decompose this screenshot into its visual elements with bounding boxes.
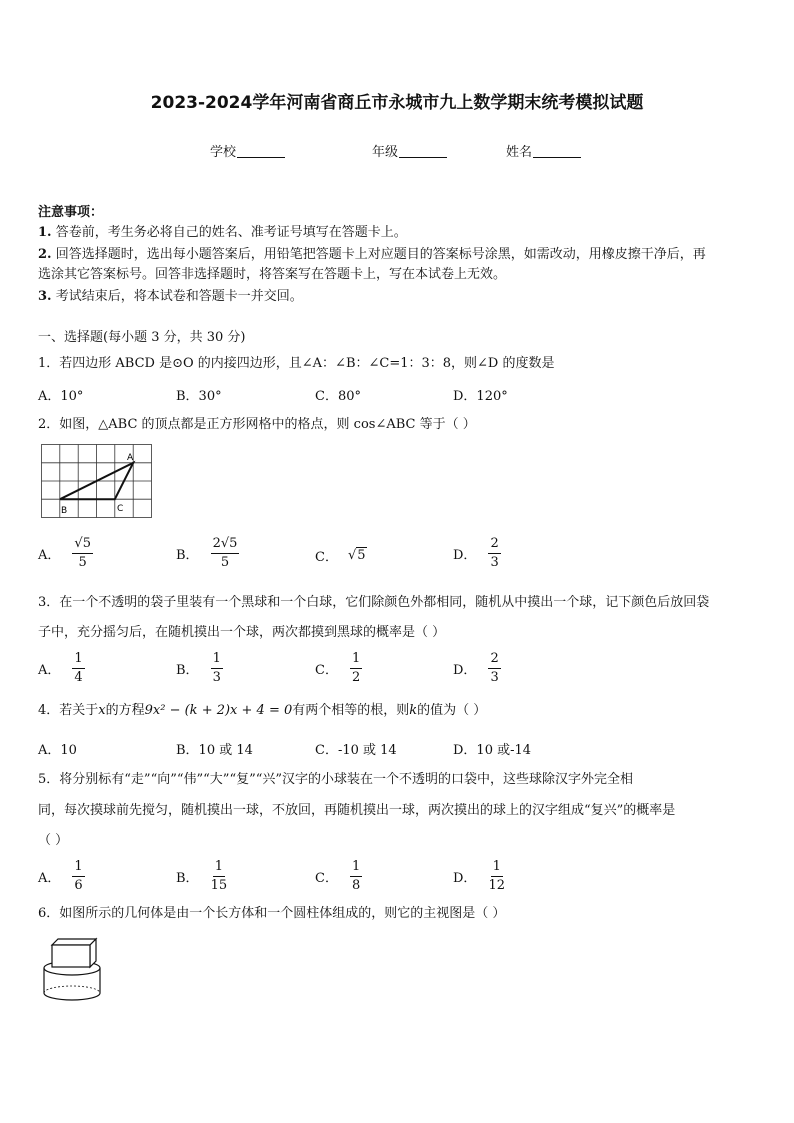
equation: 9x² − (k + 2)x + 4 = 0	[144, 703, 293, 718]
q2-option-c[interactable]: C． √5	[315, 548, 366, 565]
notice-item-2: 2. 回答选择题时，选出每小题答案后，用铅笔把答题卡上对应题目的答案标号涂黑，如需改动，用橡皮擦干净后，再	[38, 247, 706, 262]
notice-item-1: 1. 答卷前，考生务必将自己的姓名、准考证号填写在答题卡上。	[38, 225, 407, 240]
vertex-label-c: C	[117, 504, 124, 514]
q5-option-d[interactable]: D． $\frac{1}{12}$	[453, 859, 505, 893]
fraction: $\frac{2√5}{5}$	[212, 536, 238, 570]
question-1-stem: 1．若四边形 ABCD 是⊙O 的内接四边形，且∠A：∠B：∠C=1：3：8，则∠D 的度数是	[38, 356, 555, 371]
section-title: 一、选择题(每小题 3 分，共 30 分)	[38, 330, 246, 345]
vertex-label-a: A	[127, 453, 134, 463]
fraction: $\frac{2}{3}$	[490, 536, 499, 570]
q2-option-a[interactable]: A． $\frac{√5}{5}$	[38, 536, 91, 570]
q2-grid-figure	[40, 443, 154, 521]
q6-solid-figure	[38, 933, 108, 1005]
fraction: $\frac{1}{4}$	[74, 651, 83, 685]
question-5-stem-line-3: （ ）	[38, 833, 69, 848]
fraction: $\frac{1}{12}$	[488, 859, 505, 893]
fraction: $\frac{1}{2}$	[351, 651, 361, 685]
q2-option-d[interactable]: D． $\frac{2}{3}$	[453, 536, 499, 570]
vertex-label-b: B	[61, 506, 68, 516]
fraction: $\frac{1}{3}$	[212, 651, 221, 685]
grade-blank[interactable]	[399, 145, 447, 158]
q1-option-b[interactable]: B．30°	[176, 389, 222, 404]
cuboid-shape	[52, 939, 96, 967]
grade-field: 年级	[372, 141, 447, 160]
fraction: $\frac{1}{8}$	[351, 859, 361, 893]
name-field: 姓名	[506, 141, 581, 160]
q4-option-b[interactable]: B．10 或 14	[176, 743, 253, 758]
school-blank[interactable]	[237, 145, 285, 158]
name-blank[interactable]	[533, 145, 581, 158]
q5-option-c[interactable]: C． $\frac{1}{8}$	[315, 859, 361, 893]
question-5-stem-line-1: 5．将分别标有“走”“向”“伟”“大”“复”“兴”汉字的小球装在一个不透明的口袋中，这些球除汉字外完全相	[38, 772, 634, 787]
q4-option-a[interactable]: A．10	[38, 743, 77, 758]
fraction: $\frac{2}{3}$	[490, 651, 499, 685]
notice-heading: 注意事项：	[38, 205, 104, 220]
q5-option-a[interactable]: A． $\frac{1}{6}$	[38, 859, 83, 893]
exam-title: 2023-2024学年河南省商丘市永城市九上数学期末统考模拟试题	[150, 93, 644, 113]
question-4-stem: 4．若关于x的方程9x² − (k + 2)x + 4 = 0有两个相等的根，则k的值为（ ）	[38, 703, 487, 718]
question-2-stem: 2．如图，△ABC 的顶点都是正方形网格中的格点，则 cos∠ABC 等于（ ）	[38, 417, 476, 432]
q3-option-c[interactable]: C． $\frac{1}{2}$	[315, 651, 361, 685]
q3-option-a[interactable]: A． $\frac{1}{4}$	[38, 651, 83, 685]
q3-option-d[interactable]: D． $\frac{2}{3}$	[453, 651, 499, 685]
question-3-stem-line-1: 3．在一个不透明的袋子里装有一个黑球和一个白球，它们除颜色外都相同，随机从中摸出一个球，记下颜色后放回袋	[38, 595, 710, 610]
notice-item-3: 3. 考试结束后，将本试卷和答题卡一并交回。	[38, 289, 303, 304]
q4-option-c[interactable]: C．-10 或 14	[315, 743, 397, 758]
q1-option-c[interactable]: C．80°	[315, 389, 361, 404]
q2-option-b[interactable]: B． $\frac{2√5}{5}$	[176, 536, 238, 570]
fraction: $\frac{1}{15}$	[210, 859, 228, 893]
fraction: $\frac{1}{6}$	[74, 859, 83, 893]
q3-option-b[interactable]: B． $\frac{1}{3}$	[176, 651, 221, 685]
q1-option-a[interactable]: A．10°	[38, 389, 84, 404]
notice-item-2-cont: 选涂其它答案标号。回答非选择题时，将答案写在答题卡上，写在本试卷上无效。	[38, 267, 507, 282]
question-3-stem-line-2: 子中，充分摇匀后，在随机摸出一个球，两次都摸到黑球的概率是（ ）	[38, 625, 446, 640]
q5-option-b[interactable]: B． $\frac{1}{15}$	[176, 859, 228, 893]
question-6-stem: 6．如图所示的几何体是由一个长方体和一个圆柱体组成的，则它的主视图是（ ）	[38, 906, 506, 921]
q1-option-d[interactable]: D．120°	[453, 389, 508, 404]
school-field: 学校	[210, 141, 285, 160]
q4-option-d[interactable]: D．10 或-14	[453, 743, 532, 758]
question-5-stem-line-2: 同，每次摸球前先搅匀，随机摸出一球，不放回，再随机摸出一球，两次摸出的球上的汉字组成“复兴”的概率是	[38, 803, 676, 818]
fraction: $\frac{√5}{5}$	[74, 536, 91, 570]
